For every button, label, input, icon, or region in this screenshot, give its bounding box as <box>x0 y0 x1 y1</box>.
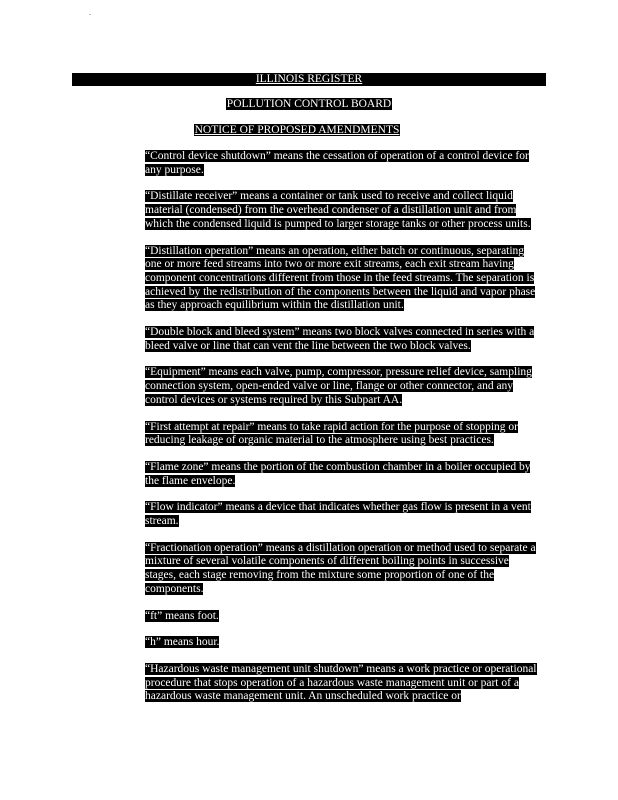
definition-hazardous-waste-management-unit-shutdown: “Hazardous waste management unit shutdown” means a work practice or operational procedure that stops operation of a hazardous waste management unit or part of a hazardous waste management unit. An unscheduled work practice or <box>145 662 537 703</box>
definition-double-block-and-bleed-system: “Double block and bleed system” means two block valves connected in series with a bleed valve or line that can vent the line between the two block valves. <box>145 326 535 352</box>
stray-mark: . <box>89 8 91 17</box>
definition-control-device-shutdown: “Control device shutdown” means the cessation of operation of a control device for any purpose. <box>145 150 529 176</box>
definition-distillation-operation: “Distillation operation” means an operation, either batch or continuous, separating one or more feed streams into two or more exit streams, each exit stream having component concentrations different from those in the feed streams. The separation is achieved by the redistribution of the components between the liquid and vapor phase as they approach equilibrium within the distillation unit. <box>145 244 536 312</box>
register-header-bar <box>72 73 546 86</box>
definition-flow-indicator: “Flow indicator” means a device that indicates whether gas flow is present in a vent stream. <box>145 501 531 528</box>
definition-fractionation-operation: “Fractionation operation” means a distillation operation or method used to separate a mixture of several volatile components of different boiling points in successive stages, each stage removing from the mixture some proportion of one of the components. <box>145 541 536 595</box>
definitions-list <box>145 150 540 717</box>
definition-equipment: “Equipment” means each valve, pump, compressor, pressure relief device, sampling connection system, open-ended valve or line, flange or other connector, and any control devices or systems required by this Subpart AA. <box>145 366 532 406</box>
definition-h: “h” means hour. <box>145 636 220 649</box>
definition-flame-zone: “Flame zone” means the portion of the combustion chamber in a boiler occupied by the flame envelope. <box>145 460 531 487</box>
definition-distillate-receiver: “Distillate receiver” means a container or tank used to receive and collect liquid material (condensed) from the overhead condenser of a distillation unit and from which the condensed liquid is pumped to larger storage tanks or other process units. <box>145 190 531 230</box>
definition-ft: “ft” means foot. <box>145 609 219 622</box>
notice-heading <box>0 124 618 136</box>
register-title: ILLINOIS REGISTER <box>255 73 363 85</box>
agency-name: POLLUTION CONTROL BOARD <box>226 98 392 110</box>
agency-heading <box>0 98 618 110</box>
definition-first-attempt-at-repair: “First attempt at repair” means to take rapid action for the purpose of stopping or reducing leakage of organic material to the atmosphere using best practices. <box>145 420 518 447</box>
notice-title: NOTICE OF PROPOSED AMENDMENTS <box>194 124 400 136</box>
